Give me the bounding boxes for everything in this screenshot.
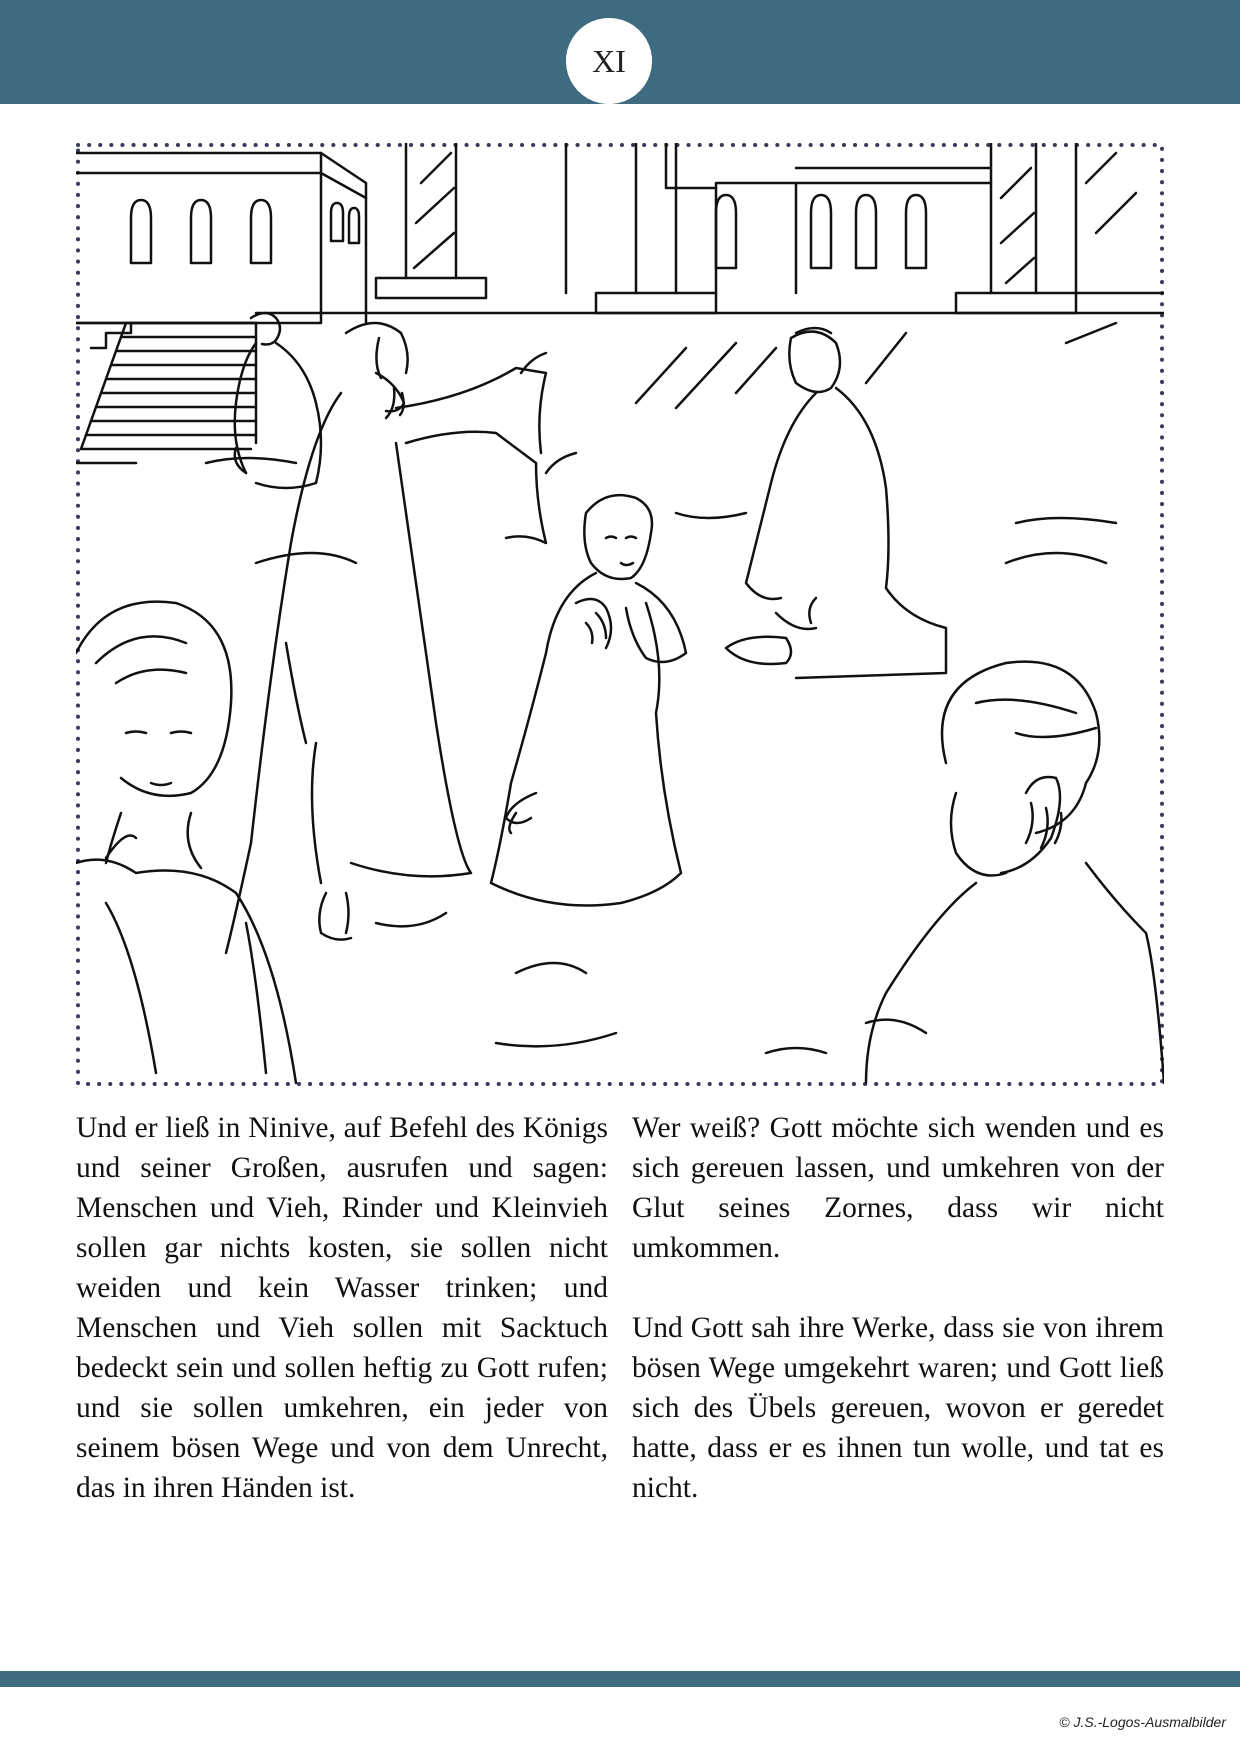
paragraph-left: Und er ließ in Ninive, auf Befehl des Königs und seiner Großen, ausrufen und sagen: Menschen und Vieh, Rinder und Kleinvieh sollen gar nichts kosten, sie sollen nicht weiden und kein Wasser trinken; und Menschen und Vieh sollen mit Sacktuch bedeckt sein und sollen heftig zu Gott rufen; und sie sollen umkehren, ein jeder von seinem bösen Wege und von dem Unrecht, das in ihren Händen ist.: [76, 1112, 608, 1504]
page-number: XI: [592, 42, 626, 79]
footer-bar: [0, 1671, 1240, 1687]
page-number-badge: [566, 18, 652, 104]
coloring-page-illustration-icon: [76, 143, 1164, 1086]
text-column-left: [76, 1108, 608, 1508]
paragraph-right-2: Und Gott sah ihre Werke, dass sie von ihrem bösen Wege umgekehrt waren; und Gott ließ sich des Übels gereuen, wovon er geredet hatte, dass er es ihnen tun wolle, und tat es nicht.: [632, 1312, 1164, 1504]
paragraph-right-1: Wer weiß? Gott möchte sich wenden und es sich gereuen lassen, und umkehren von der Glut seines Zornes, dass wir nicht umkommen.: [632, 1112, 1164, 1264]
text-column-right: [632, 1108, 1164, 1508]
copyright-notice: © J.S.-Logos-Ausmalbilder: [1059, 1714, 1226, 1730]
coloring-illustration: [76, 143, 1164, 1086]
